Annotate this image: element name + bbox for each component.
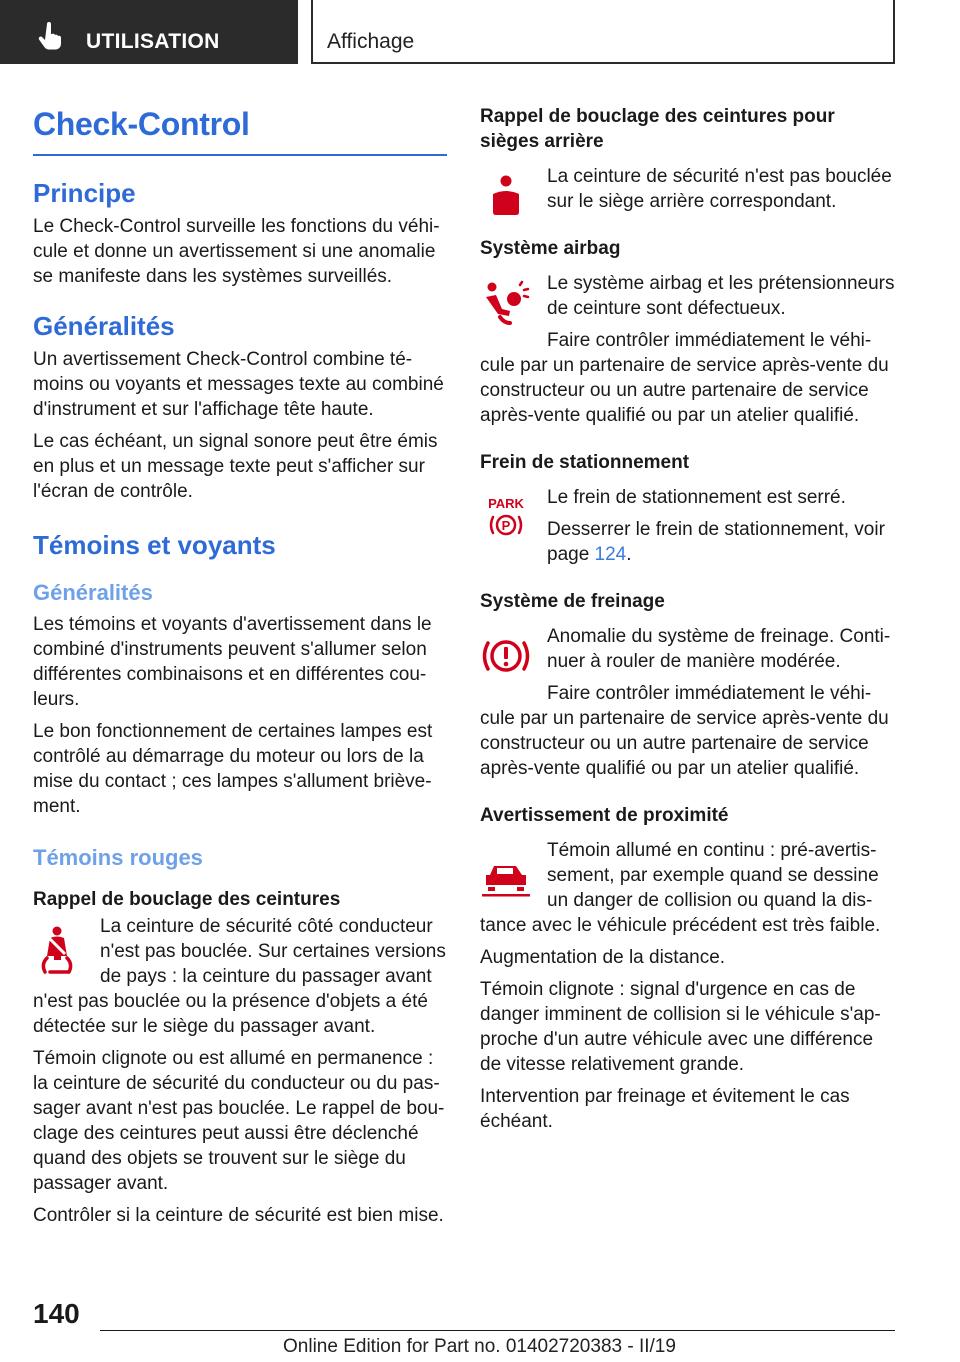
svg-text:PARK: PARK — [488, 496, 524, 511]
airbag-warning-icon — [480, 277, 532, 329]
airbag-p1: Le système airbag et les prétensionneurs de ceinture sont défectueux. — [547, 273, 895, 319]
svg-text:P: P — [501, 518, 511, 533]
proximite-p4: Intervention par freinage et évitement le cas échéant. — [480, 1086, 850, 1132]
temoins-p1: Les témoins et voyants d'avertissement dans le combiné d'instruments peuvent s'allumer selon différentes combinaisons et en différentes cou-leurs. — [33, 614, 432, 710]
subheading-generalites: Généralités — [33, 580, 153, 605]
ceintures-p1: La ceinture de sécurité côté conducteur n'est pas bouclée. Sur certaines versions de pays : la ceinture du passager avant n'est pas bouclée ou la présence d'objets a été détectée sur le siège du passager avant. — [33, 916, 446, 1037]
freinage-p2: Faire contrôler immédiatement le véhi-cule par un partenaire de service après-vente du constructeur ou un autre partenaire de service après-vente qualifié ou par un atelier qualifié. — [480, 683, 889, 779]
airbag-entry — [480, 271, 898, 321]
edition-footer: Online Edition for Part no. 01402720383 - II/19 — [283, 1336, 676, 1357]
subsection-label: Affichage — [327, 30, 415, 53]
heading-generalites: Généralités — [33, 311, 175, 341]
freinage-entry — [480, 624, 898, 674]
section-label: UTILISATION — [86, 30, 220, 53]
page-link-124[interactable]: 124 — [594, 544, 627, 565]
proximite-p1: Témoin allumé en continu : pré-avertis-sement, par exemple quand se dessine un danger de collision ou quand la dis-tance avec le véhicule précédent est très faible. — [480, 840, 881, 936]
principe-text: Le Check-Control surveille les fonctions du véhi-cule et donne un avertissement si une anomalie se manifeste dans les systèmes surveillés. — [33, 216, 440, 287]
temoins-p2: Le bon fonctionnement de certaines lampes est contrôlé au démarrage du moteur ou lors de la mise du contact ; ces lampes s'allument briève-ment. — [33, 721, 433, 817]
ceintures-p2: Témoin clignote ou est allumé en permanence : la ceinture de sécurité du conducteur ou du pas-sager avant n'est pas bouclée. Le rappel de bou-clage des ceintures peut aussi être déclenché quand des objets se trouvent sur le siège du passager avant. — [33, 1048, 445, 1194]
heading-freinage: Système de freinage — [480, 591, 665, 612]
airbag-p2: Faire contrôler immédiatement le véhi-cule par un partenaire de service après-vente du constructeur ou un autre partenaire de service après-vente qualifié ou par un atelier qualifié. — [480, 330, 889, 426]
heading-frein-stationnement: Frein de stationnement — [480, 452, 690, 473]
ceintures-block — [33, 914, 447, 1228]
parking-brake-icon — [480, 491, 532, 543]
heading-ceintures: Rappel de bouclage des ceintures — [33, 889, 341, 910]
brake-warning-icon — [480, 630, 532, 682]
collision-warning-icon — [480, 848, 532, 900]
frein-stationnement-entry — [480, 485, 898, 567]
proximite-block — [480, 838, 898, 1134]
page-number: 140 — [33, 1298, 80, 1329]
heading-proximite: Avertissement de proximité — [480, 805, 729, 826]
left-column — [33, 96, 447, 1235]
freinage-p1: Anomalie du système de freinage. Conti-nuer à rouler de manière modérée. — [547, 626, 891, 672]
arriere-entry — [480, 164, 898, 214]
proximite-p3: Témoin clignote : signal d'urgence en cas de danger imminent de collision si le véhicule s'ap-proche d'un autre véhicule avec une différence de vitesse relativement grande. — [480, 979, 881, 1075]
heading-airbag: Système airbag — [480, 238, 621, 259]
footer-divider — [100, 1330, 895, 1331]
seatbelt-warning-icon — [33, 924, 85, 976]
frein-stationnement-p2: Desserrer le frein de stationnement, voir page 124. — [547, 519, 885, 565]
heading-arriere: Rappel de bouclage des ceintures pour sièges arrière — [480, 106, 835, 152]
heading-temoins: Témoins et voyants — [33, 530, 276, 560]
generalites-p2: Le cas échéant, un signal sonore peut être émis en plus et un message texte peut s'afficher sur l'écran de contrôle. — [33, 431, 438, 502]
hand-pointer-icon — [38, 22, 64, 50]
rear-seatbelt-icon — [480, 170, 532, 222]
subsection-header — [311, 0, 895, 64]
proximite-p2: Augmentation de la distance. — [480, 947, 726, 968]
section-tab[interactable] — [0, 0, 298, 64]
heading-principe: Principe — [33, 178, 136, 208]
heading-temoins-rouges: Témoins rouges — [33, 845, 203, 870]
frein-stationnement-p1: Le frein de stationnement est serré. — [547, 487, 846, 508]
page-title: Check-Control — [33, 96, 447, 156]
ceintures-p3: Contrôler si la ceinture de sécurité est bien mise. — [33, 1205, 444, 1226]
right-column — [480, 104, 898, 1141]
arriere-text: La ceinture de sécurité n'est pas bouclée sur le siège arrière correspondant. — [547, 166, 892, 212]
generalites-p1: Un avertissement Check-Control combine té-moins ou voyants et messages texte au combiné d'instrument et sur l'affichage tête haute. — [33, 349, 444, 420]
